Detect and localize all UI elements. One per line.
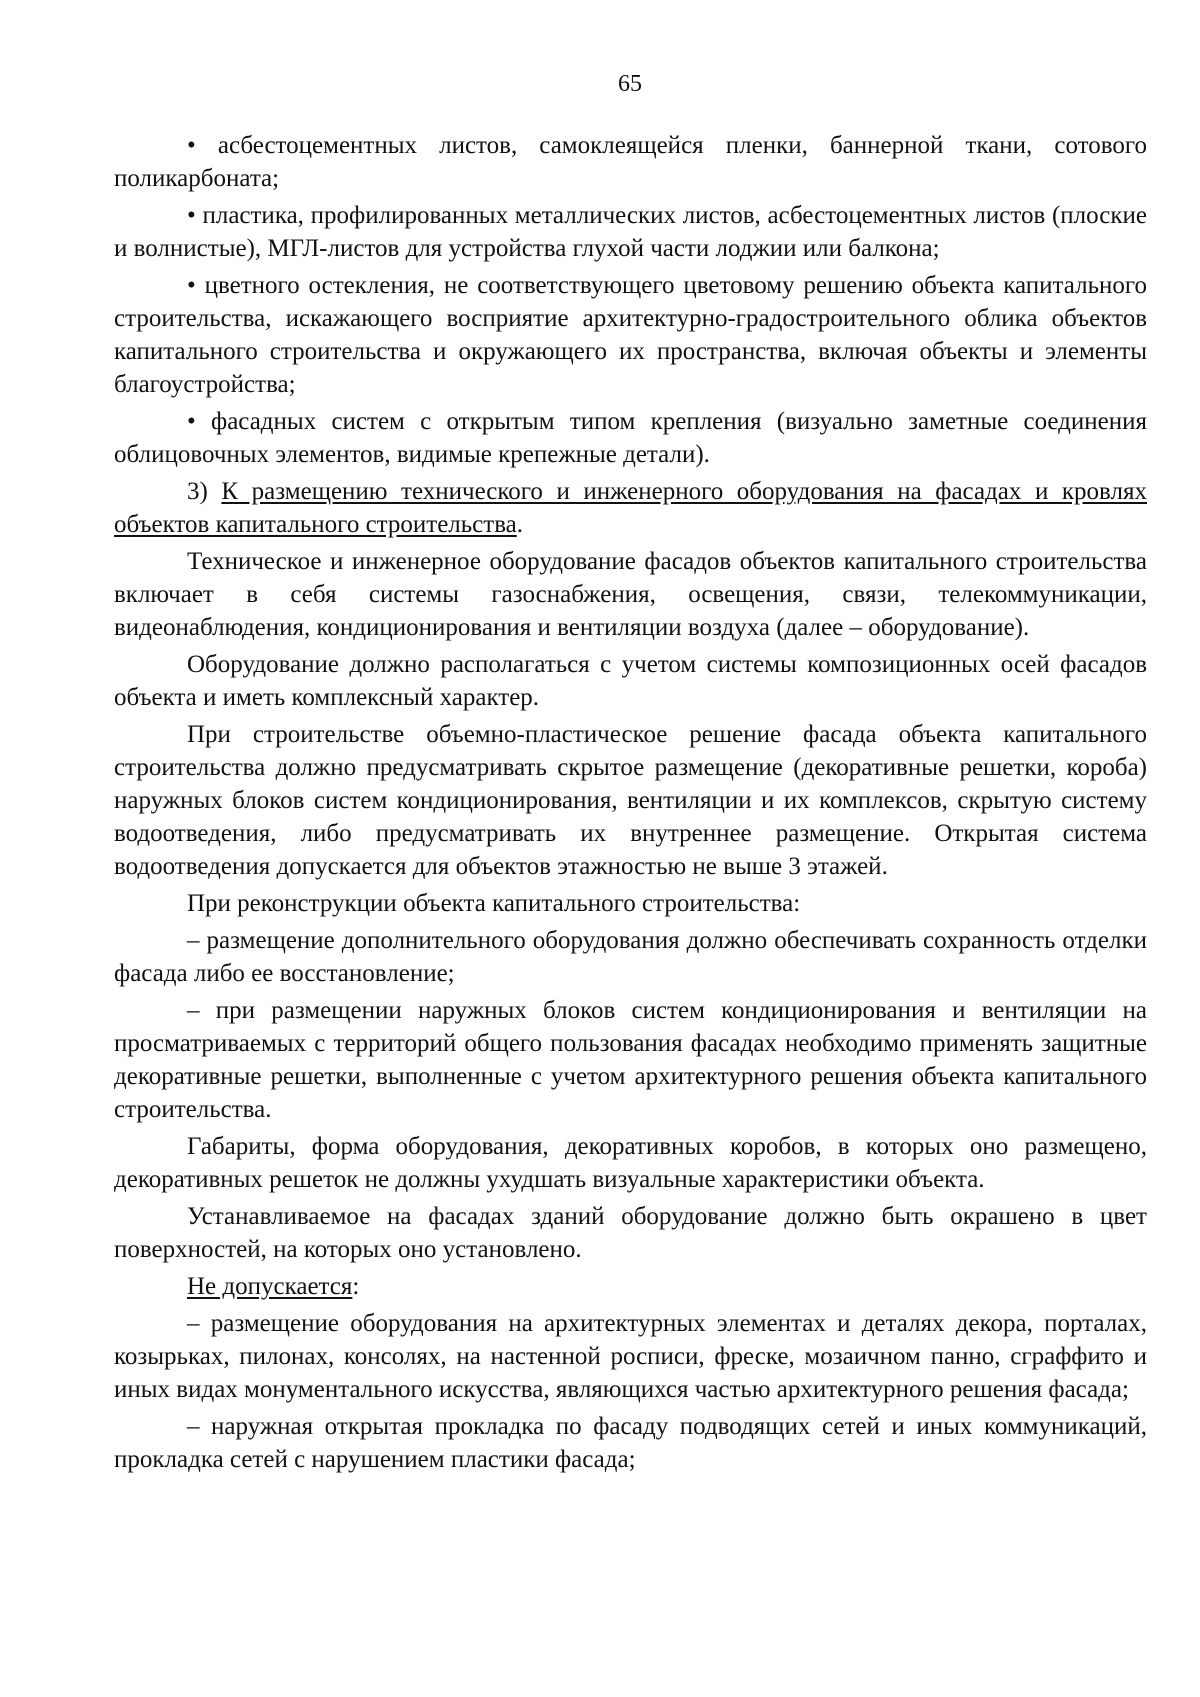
paragraph-dimensions: Габариты, форма оборудования, декоративных коробов, в которых оно размещено, декоративных решеток не должны ухудшать визуальные характеристики объекта.	[114, 1133, 1147, 1193]
section-number: 3)	[187, 478, 222, 505]
section-heading-equipment-placement	[114, 475, 1147, 541]
section-heading-period: .	[516, 511, 524, 538]
list-item-facade-systems: • фасадных систем с открытым типом крепления (визуально заметные соединения облицовочных элементов, видимые крепежные детали).	[114, 408, 1147, 468]
page-number: 65	[618, 71, 642, 97]
paragraph-equipment-definition: Техническое и инженерное оборудование фасадов объектов капитального строительства включает в себя системы газоснабжения, освещения, связи, телекоммуникации, видеонаблюдения, кондиционирования и вентиляции воздуха (далее – оборудование).	[114, 548, 1147, 641]
list-item-decorative-grilles: – при размещении наружных блоков систем кондиционирования и вентиляции на просматриваемых с территорий общего пользования фасадах необходимо применять защитные декоративные решетки, выполненные с учетом архитектурного решения объекта капитального строительства.	[114, 997, 1147, 1123]
list-item-asbestos-sheets: • асбестоцементных листов, самоклеящейся пленки, баннерной ткани, сотового поликарбоната;	[114, 132, 1147, 192]
paragraph-painting: Устанавливаемое на фасадах зданий оборудование должно быть окрашено в цвет поверхностей, на которых оно установлено.	[114, 1203, 1147, 1263]
not-allowed-label: Не допускается	[187, 1273, 353, 1300]
not-allowed-colon: :	[352, 1273, 360, 1300]
list-item-architectural-elements: – размещение оборудования на архитектурных элементах и деталях декора, порталах, козырьках, пилонах, консолях, на настенной росписи, фреске, мозаичном панно, сграффито и иных видах монументального искусства, являющихся частью архитектурного решения фасада;	[114, 1310, 1147, 1403]
section-heading-text: К размещению технического и инженерного оборудования на фасадах и кровлях объектов капитального строительства	[114, 478, 1147, 538]
list-item-additional-equipment: – размещение дополнительного оборудования должно обеспечивать сохранность отделки фасада либо ее восстановление;	[114, 927, 1147, 987]
heading-not-allowed	[114, 1270, 1147, 1303]
list-item-colored-glazing: • цветного остекления, не соответствующего цветовому решению объекта капитального строительства, искажающего восприятие архитектурно-градостроительного облика объектов капитального строительства и окружающего их пространства, включая объекты и элементы благоустройства;	[114, 272, 1147, 398]
paragraph-composition-axes: Оборудование должно располагаться с учетом системы композиционных осей фасадов объекта и иметь комплексный характер.	[114, 651, 1147, 711]
list-item-open-cabling: – наружная открытая прокладка по фасаду подводящих сетей и иных коммуникаций, прокладка сетей с нарушением пластики фасада;	[114, 1413, 1147, 1473]
list-item-plastic-profiled-sheets: • пластика, профилированных металлических листов, асбестоцементных листов (плоские и волнистые), МГЛ-листов для устройства глухой части лоджии или балкона;	[114, 202, 1147, 262]
paragraph-reconstruction-intro: При реконструкции объекта капитального строительства:	[187, 890, 801, 917]
paragraph-construction-requirements: При строительстве объемно-пластическое решение фасада объекта капитального строительства должно предусматривать скрытое размещение (декоративные решетки, короба) наружных блоков систем кондиционирования, вентиляции и их комплексов, скрытую систему водоотведения, либо предусматривать их внутреннее размещение. Открытая система водоотведения допускается для объектов этажностью не выше 3 этажей.	[114, 721, 1147, 880]
document-body	[114, 129, 1147, 1480]
